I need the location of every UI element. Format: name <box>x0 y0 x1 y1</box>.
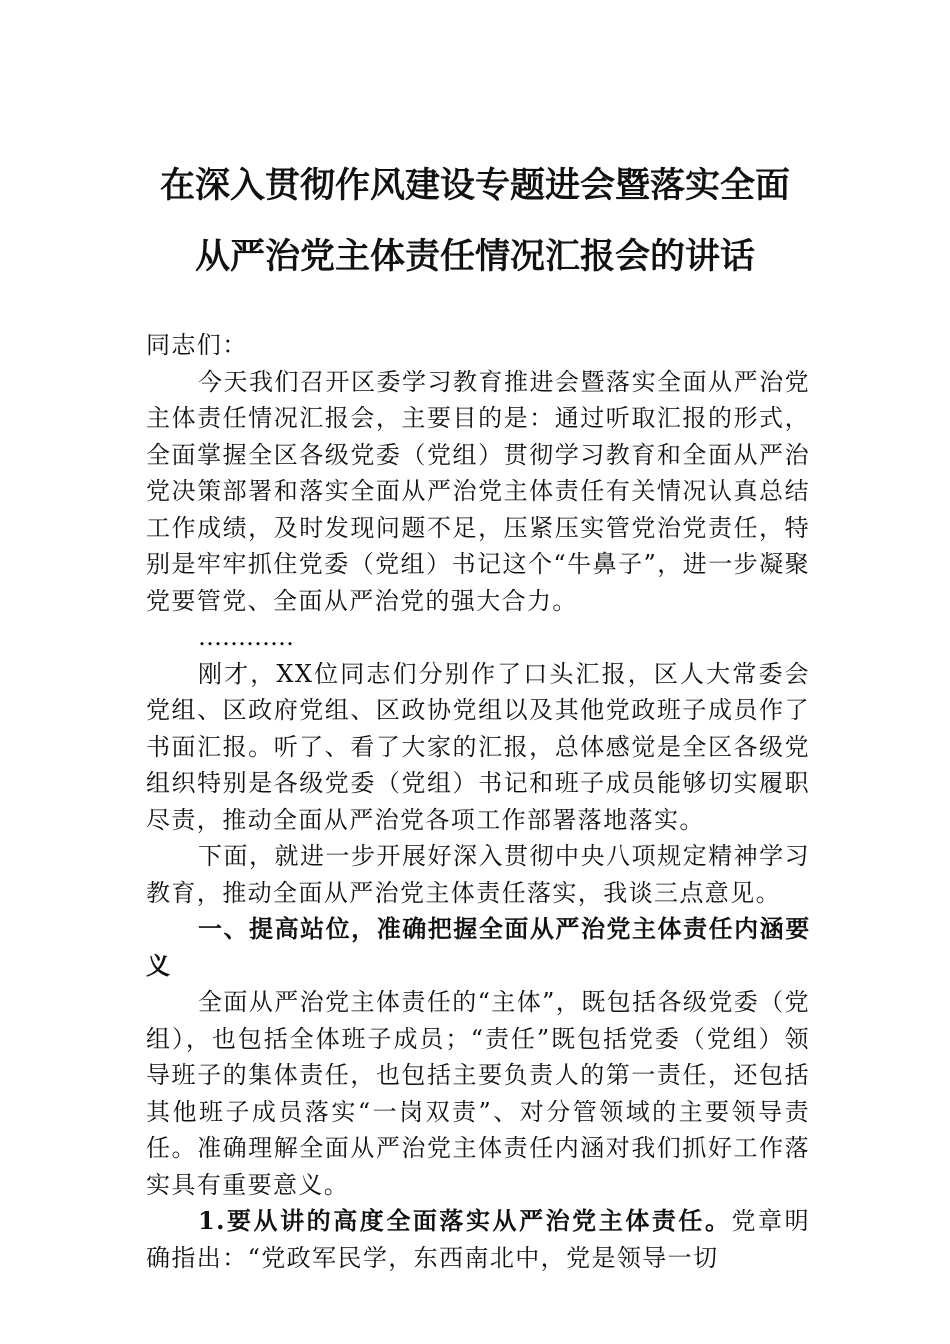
paragraph-responsibility: 全面从严治党主体责任的“主体”，既包括各级党委（党组），也包括全体班子成员；“责任”既包括党委（党组）领导班子的集体责任，也包括主要负责人的第一责任，还包括其他班子成员落实“一岗双责”、对分管领域的主要领导责任。准确理解全面从严治党主体责任内涵对我们抓好工作落实具有重要意义。 <box>146 988 810 1199</box>
document-title-line2: 从严治党主体责任情况汇报会的讲话 <box>194 237 755 277</box>
salutation: 同志们： <box>146 331 248 359</box>
ellipsis: ………… <box>198 623 294 651</box>
paragraph-reports: 刚才，XX位同志们分别作了口头汇报，区人大常委会党组、区政府党组、区政协党组以及其他党政班子成员作了书面汇报。听了、看了大家的汇报，总体感觉是全区各级党组织特别是各级党委（党组）书记和班子成员能够切实履职尽责，推动全面从严治党各项工作部署落地落实。 <box>146 659 810 834</box>
document-body <box>146 327 810 1276</box>
section-heading-1: 一、提高站位，准确把握全面从严治党主体责任内涵要义 <box>146 915 810 980</box>
point-1-text: 党章明确指出：“党政军民学，东西南北中，党是领导一切 <box>146 1207 811 1272</box>
point-1-lead: 1.要从讲的高度全面落实从严治党主体责任。 <box>198 1206 732 1235</box>
document-title-line1: 在深入贯彻作风建设专题进会暨落实全面 <box>159 166 790 206</box>
paragraph-opening: 今天我们召开区委学习教育推进会暨落实全面从严治党主体责任情况汇报会，主要目的是：通过听取汇报的形式，全面掌握全区各级党委（党组）贯彻学习教育和全面从严治党决策部署和落实全面从严治党主体责任有关情况认真总结工作成绩，及时发现问题不足，压紧压实管党治党责任，特别是牢牢抓住党委（党组）书记这个“牛鼻子”，进一步凝聚党要管党、全面从严治党的强大合力。 <box>146 367 810 615</box>
paragraph-point-1 <box>146 1203 810 1276</box>
paragraph-opinions: 下面，就进一步开展好深入贯彻中央八项规定精神学习教育，推动全面从严治党主体责任落实，我谈三点意见。 <box>146 842 810 907</box>
